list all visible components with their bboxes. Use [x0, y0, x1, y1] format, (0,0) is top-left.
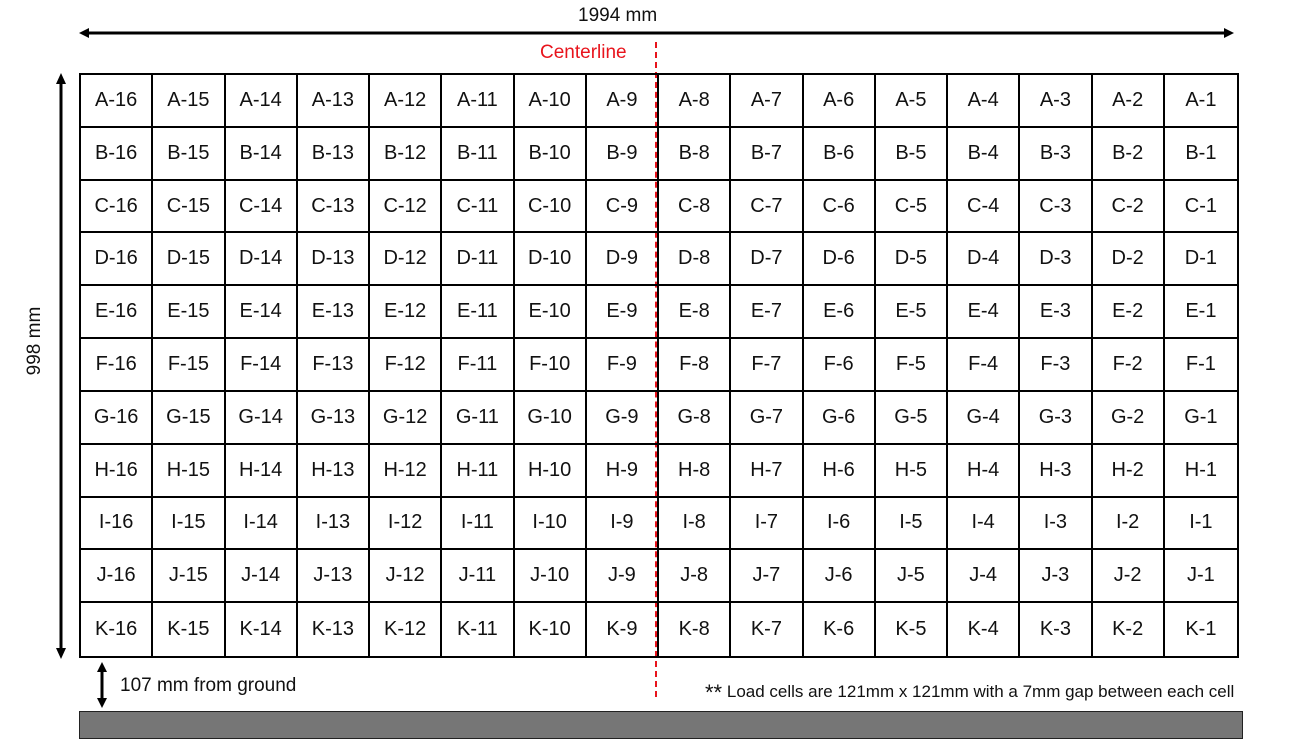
load-cell-B-8: B-8: [659, 128, 731, 181]
load-cell-D-6: D-6: [804, 233, 876, 286]
load-cell-F-15: F-15: [153, 339, 225, 392]
load-cell-B-1: B-1: [1165, 128, 1237, 181]
load-cell-J-1: J-1: [1165, 550, 1237, 603]
load-cell-D-12: D-12: [370, 233, 442, 286]
load-cell-C-4: C-4: [948, 181, 1020, 234]
load-cell-B-13: B-13: [298, 128, 370, 181]
load-cell-A-12: A-12: [370, 75, 442, 128]
load-cell-D-16: D-16: [81, 233, 153, 286]
load-cell-J-5: J-5: [876, 550, 948, 603]
load-cell-A-3: A-3: [1020, 75, 1092, 128]
load-cell-J-11: J-11: [442, 550, 514, 603]
centerline-label: Centerline: [540, 42, 627, 63]
note-asterisks: **: [705, 680, 723, 705]
load-cell-A-10: A-10: [515, 75, 587, 128]
load-cell-D-1: D-1: [1165, 233, 1237, 286]
load-cell-J-12: J-12: [370, 550, 442, 603]
load-cell-E-13: E-13: [298, 286, 370, 339]
load-cell-B-4: B-4: [948, 128, 1020, 181]
load-cell-K-7: K-7: [731, 603, 803, 656]
load-cell-E-1: E-1: [1165, 286, 1237, 339]
ground-clearance-label: 107 mm from ground: [120, 675, 297, 696]
load-cell-K-12: K-12: [370, 603, 442, 656]
load-cell-I-3: I-3: [1020, 498, 1092, 551]
height-dimension-arrow-icon: [54, 73, 68, 659]
load-cell-E-8: E-8: [659, 286, 731, 339]
load-cell-G-7: G-7: [731, 392, 803, 445]
load-cell-I-12: I-12: [370, 498, 442, 551]
load-cell-H-2: H-2: [1093, 445, 1165, 498]
load-cell-D-13: D-13: [298, 233, 370, 286]
load-cell-A-16: A-16: [81, 75, 153, 128]
load-cell-I-15: I-15: [153, 498, 225, 551]
load-cell-F-16: F-16: [81, 339, 153, 392]
load-cell-H-10: H-10: [515, 445, 587, 498]
load-cell-A-8: A-8: [659, 75, 731, 128]
load-cell-K-11: K-11: [442, 603, 514, 656]
load-cell-E-4: E-4: [948, 286, 1020, 339]
load-cell-I-9: I-9: [587, 498, 659, 551]
load-cell-H-9: H-9: [587, 445, 659, 498]
load-cell-A-4: A-4: [948, 75, 1020, 128]
load-cell-H-7: H-7: [731, 445, 803, 498]
load-cell-A-13: A-13: [298, 75, 370, 128]
load-cell-F-8: F-8: [659, 339, 731, 392]
load-cell-E-14: E-14: [226, 286, 298, 339]
load-cell-I-2: I-2: [1093, 498, 1165, 551]
load-cell-B-16: B-16: [81, 128, 153, 181]
load-cell-I-14: I-14: [226, 498, 298, 551]
load-cell-B-15: B-15: [153, 128, 225, 181]
load-cell-K-3: K-3: [1020, 603, 1092, 656]
load-cell-J-14: J-14: [226, 550, 298, 603]
load-cell-note: [705, 677, 1234, 703]
load-cell-E-16: E-16: [81, 286, 153, 339]
load-cell-C-8: C-8: [659, 181, 731, 234]
load-cell-D-15: D-15: [153, 233, 225, 286]
load-cell-G-15: G-15: [153, 392, 225, 445]
load-cell-G-10: G-10: [515, 392, 587, 445]
load-cell-J-13: J-13: [298, 550, 370, 603]
load-cell-I-8: I-8: [659, 498, 731, 551]
load-cell-K-14: K-14: [226, 603, 298, 656]
load-cell-B-10: B-10: [515, 128, 587, 181]
load-cell-K-1: K-1: [1185, 618, 1217, 641]
load-cell-H-11: H-11: [442, 445, 514, 498]
load-cell-A-2: A-2: [1093, 75, 1165, 128]
load-cell-K-8: K-8: [659, 603, 731, 656]
load-cell-H-1: H-1: [1165, 445, 1237, 498]
load-cell-I-1: I-1: [1165, 498, 1237, 551]
load-cell-G-2: G-2: [1093, 392, 1165, 445]
load-cell-K-10: K-10: [515, 603, 587, 656]
load-cell-E-11: E-11: [442, 286, 514, 339]
load-cell-A-1: A-1: [1165, 75, 1237, 128]
load-cell-H-5: H-5: [876, 445, 948, 498]
load-cell-K-5: K-5: [876, 603, 948, 656]
load-cell-H-4: H-4: [948, 445, 1020, 498]
load-cell-F-5: F-5: [876, 339, 948, 392]
load-cell-C-6: C-6: [804, 181, 876, 234]
load-cell-grid: [79, 73, 1239, 658]
load-cell-J-8: J-8: [659, 550, 731, 603]
note-text: Load cells are 121mm x 121mm with a 7mm gap between each cell: [726, 682, 1235, 701]
load-cell-A-11: A-11: [442, 75, 514, 128]
load-cell-G-5: G-5: [876, 392, 948, 445]
load-cell-G-13: G-13: [298, 392, 370, 445]
load-cell-B-12: B-12: [370, 128, 442, 181]
load-cell-G-6: G-6: [804, 392, 876, 445]
load-cell-B-5: B-5: [876, 128, 948, 181]
load-cell-E-10: E-10: [515, 286, 587, 339]
load-cell-B-2: B-2: [1093, 128, 1165, 181]
load-cell-I-13: I-13: [298, 498, 370, 551]
load-cell-J-3: J-3: [1020, 550, 1092, 603]
load-cell-F-9: F-9: [587, 339, 659, 392]
load-cell-H-13: H-13: [298, 445, 370, 498]
load-cell-B-7: B-7: [731, 128, 803, 181]
load-cell-D-7: D-7: [731, 233, 803, 286]
load-cell-G-16: G-16: [81, 392, 153, 445]
load-cell-G-14: G-14: [226, 392, 298, 445]
load-cell-C-7: C-7: [731, 181, 803, 234]
load-cell-I-10: I-10: [515, 498, 587, 551]
load-cell-C-16: C-16: [81, 181, 153, 234]
load-cell-H-16: H-16: [81, 445, 153, 498]
load-cell-A-14: A-14: [226, 75, 298, 128]
load-cell-J-10: J-10: [515, 550, 587, 603]
load-cell-J-9: J-9: [587, 550, 659, 603]
load-cell-D-2: D-2: [1093, 233, 1165, 286]
load-cell-D-8: D-8: [659, 233, 731, 286]
ground-clearance-arrow-icon: [95, 662, 109, 708]
load-cell-A-9: A-9: [587, 75, 659, 128]
load-cell-H-14: H-14: [226, 445, 298, 498]
load-cell-E-12: E-12: [370, 286, 442, 339]
load-cell-I-4: I-4: [948, 498, 1020, 551]
load-cell-D-14: D-14: [226, 233, 298, 286]
load-cell-F-6: F-6: [804, 339, 876, 392]
load-cell-J-15: J-15: [153, 550, 225, 603]
load-cell-F-4: F-4: [948, 339, 1020, 392]
load-cell-H-15: H-15: [153, 445, 225, 498]
load-cell-C-15: C-15: [153, 181, 225, 234]
load-cell-F-14: F-14: [226, 339, 298, 392]
load-cell-A-5: A-5: [876, 75, 948, 128]
load-cell-H-12: H-12: [370, 445, 442, 498]
load-cell-B-9: B-9: [587, 128, 659, 181]
load-cell-F-1: F-1: [1165, 339, 1237, 392]
load-cell-J-2: J-2: [1093, 550, 1165, 603]
load-cell-K-15: K-15: [153, 603, 225, 656]
load-cell-B-14: B-14: [226, 128, 298, 181]
load-cell-F-11: F-11: [442, 339, 514, 392]
load-cell-C-5: C-5: [876, 181, 948, 234]
load-cell-K-16: K-16: [81, 603, 153, 656]
load-cell-H-6: H-6: [804, 445, 876, 498]
load-cell-J-6: J-6: [804, 550, 876, 603]
load-cell-D-5: D-5: [876, 233, 948, 286]
load-cell-F-10: F-10: [515, 339, 587, 392]
load-cell-G-8: G-8: [659, 392, 731, 445]
load-cell-D-10: D-10: [515, 233, 587, 286]
load-cell-C-3: C-3: [1020, 181, 1092, 234]
load-cell-F-2: F-2: [1093, 339, 1165, 392]
load-cell-F-3: F-3: [1020, 339, 1092, 392]
load-cell-C-12: C-12: [370, 181, 442, 234]
load-cell-J-4: J-4: [948, 550, 1020, 603]
load-cell-H-8: H-8: [659, 445, 731, 498]
load-cell-G-11: G-11: [442, 392, 514, 445]
load-cell-E-5: E-5: [876, 286, 948, 339]
load-cell-K-13: K-13: [298, 603, 370, 656]
load-cell-I-5: I-5: [876, 498, 948, 551]
width-dimension-arrow-icon: [79, 27, 1234, 39]
load-cell-K-2: K-2: [1093, 603, 1165, 656]
load-cell-E-15: E-15: [153, 286, 225, 339]
load-cell-C-11: C-11: [442, 181, 514, 234]
load-cell-C-2: C-2: [1093, 181, 1165, 234]
load-cell-E-3: E-3: [1020, 286, 1092, 339]
load-cell-J-7: J-7: [731, 550, 803, 603]
load-cell-A-7: A-7: [731, 75, 803, 128]
load-cell-E-2: E-2: [1093, 286, 1165, 339]
load-cell-C-1: C-1: [1165, 181, 1237, 234]
height-dimension-label: 998 mm: [24, 306, 45, 376]
load-cell-F-7: F-7: [731, 339, 803, 392]
load-cell-E-9: E-9: [587, 286, 659, 339]
load-cell-I-6: I-6: [804, 498, 876, 551]
load-cell-J-16: J-16: [81, 550, 153, 603]
load-cell-D-11: D-11: [442, 233, 514, 286]
load-cell-F-12: F-12: [370, 339, 442, 392]
load-cell-I-16: I-16: [81, 498, 153, 551]
load-cell-G-4: G-4: [948, 392, 1020, 445]
load-cell-B-3: B-3: [1020, 128, 1092, 181]
load-cell-K-6: K-6: [804, 603, 876, 656]
load-cell-I-11: I-11: [442, 498, 514, 551]
load-cell-E-7: E-7: [731, 286, 803, 339]
load-cell-E-6: E-6: [804, 286, 876, 339]
load-cell-D-3: D-3: [1020, 233, 1092, 286]
load-cell-G-1: G-1: [1165, 392, 1237, 445]
load-cell-K-9: K-9: [587, 603, 659, 656]
load-cell-C-10: C-10: [515, 181, 587, 234]
load-cell-A-15: A-15: [153, 75, 225, 128]
load-cell-K-4: K-4: [948, 603, 1020, 656]
load-cell-H-3: H-3: [1020, 445, 1092, 498]
load-cell-I-7: I-7: [731, 498, 803, 551]
load-cell-A-6: A-6: [804, 75, 876, 128]
load-cell-F-13: F-13: [298, 339, 370, 392]
load-cell-D-4: D-4: [948, 233, 1020, 286]
load-cell-G-12: G-12: [370, 392, 442, 445]
load-cell-C-13: C-13: [298, 181, 370, 234]
load-cell-B-11: B-11: [442, 128, 514, 181]
width-dimension-text: 1994 mm: [578, 5, 658, 26]
load-cell-D-9: D-9: [587, 233, 659, 286]
load-cell-B-6: B-6: [804, 128, 876, 181]
ground-bar: [79, 711, 1243, 739]
load-cell-G-3: G-3: [1020, 392, 1092, 445]
load-cell-G-9: G-9: [587, 392, 659, 445]
load-cell-C-14: C-14: [226, 181, 298, 234]
load-cell-C-9: C-9: [587, 181, 659, 234]
